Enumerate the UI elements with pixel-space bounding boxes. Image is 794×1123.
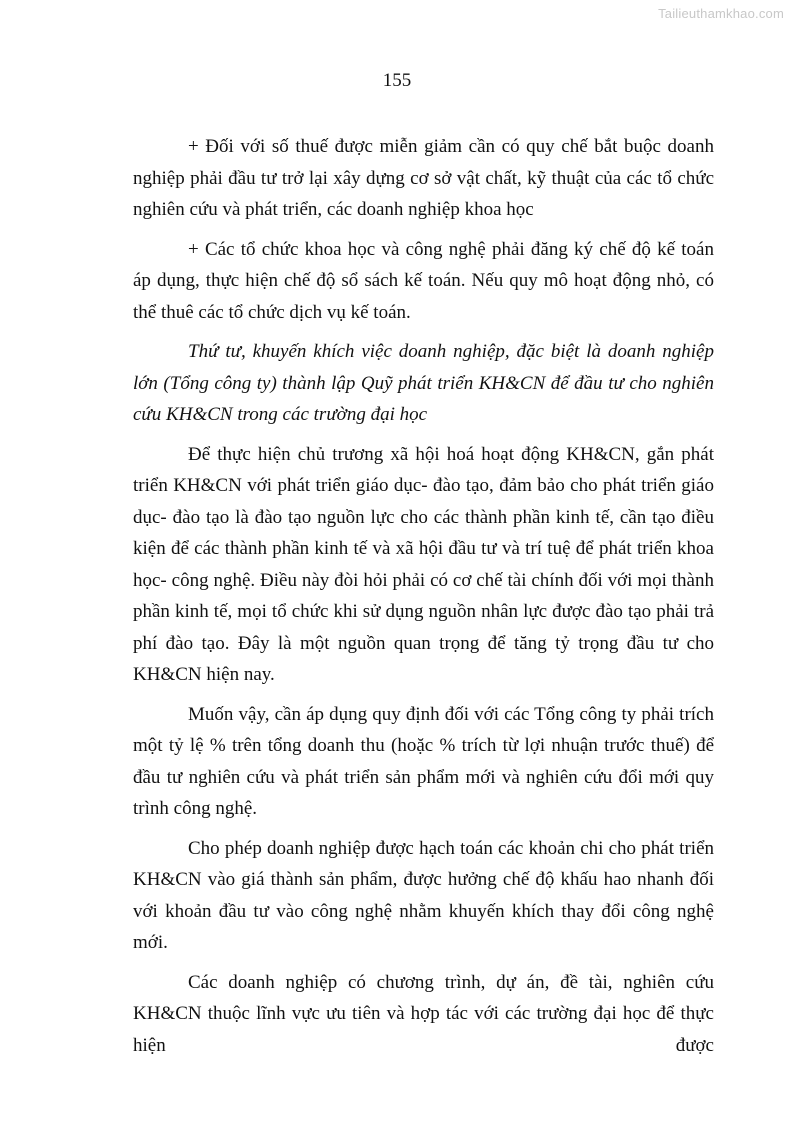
paragraph-priority-projects: Các doanh nghiệp có chương trình, dự án, đề tài, nghiên cứu KH&CN thuộc lĩnh vực ưu tiên và hợp tác với các trường đại học để thực hiện được: [133, 971, 714, 1056]
paragraph-tax-exemption: + Đối với số thuế được miễn giảm cần có quy chế bắt buộc doanh nghiệp phải đầu tư trở lại xây dựng cơ sở vật chất, kỹ thuật của các tổ chức nghiên cứu và phát triển, các doanh nghiệp khoa học: [133, 136, 714, 220]
document-body: [133, 131, 714, 1069]
paragraph-socialization: Để thực hiện chủ trương xã hội hoá hoạt động KH&CN, gắn phát triển KH&CN với phát triển giáo dục- đào tạo, đảm bảo cho phát triển giáo dục- đào tạo là đào tạo nguồn lực cho các thành phần kinh tế, cần tạo điều kiện để các thành phần kinh tế và xã hội đầu tư và trí tuệ để phát triển khoa học- công nghệ. Điều này đòi hỏi phải có cơ chế tài chính đối với mọi thành phần kinh tế, mọi tổ chức khi sử dụng nguồn nhân lực được đào tạo phải trả phí đào tạo. Đây là một nguồn quan trọng để tăng tỷ trọng đầu tư cho KH&CN hiện nay.: [133, 443, 714, 685]
paragraph-corporate-quota: Muốn vậy, cần áp dụng quy định đối với các Tổng công ty phải trích một tỷ lệ % trên tổng doanh thu (hoặc % trích từ lợi nhuận trước thuế) để đầu tư nghiên cứu và phát triển sản phẩm mới và nghiên cứu đổi mới quy trình công nghệ.: [133, 703, 714, 819]
paragraph-accounting-regime: + Các tổ chức khoa học và công nghệ phải đăng ký chế độ kế toán áp dụng, thực hiện chế độ sổ sách kế toán. Nếu quy mô hoạt động nhỏ, có thể thuê các tổ chức dịch vụ kế toán.: [133, 238, 714, 323]
page-number: 155: [382, 70, 412, 91]
paragraph-cost-accounting: Cho phép doanh nghiệp được hạch toán các khoản chi cho phát triển KH&CN vào giá thành sản phẩm, được hưởng chế độ khấu hao nhanh đối với khoản đầu tư vào công nghệ nhằm khuyến khích thay đổi công nghệ mới.: [133, 837, 714, 953]
section-heading-fourth: Thứ tư, khuyến khích việc doanh nghiệp, đặc biệt là doanh nghiệp lớn (Tổng công ty) thành lập Quỹ phát triển KH&CN để đầu tư cho nghiên cứu KH&CN trong các trường đại học: [133, 341, 714, 425]
watermark: Tailieuthamkhao.com: [658, 6, 784, 21]
